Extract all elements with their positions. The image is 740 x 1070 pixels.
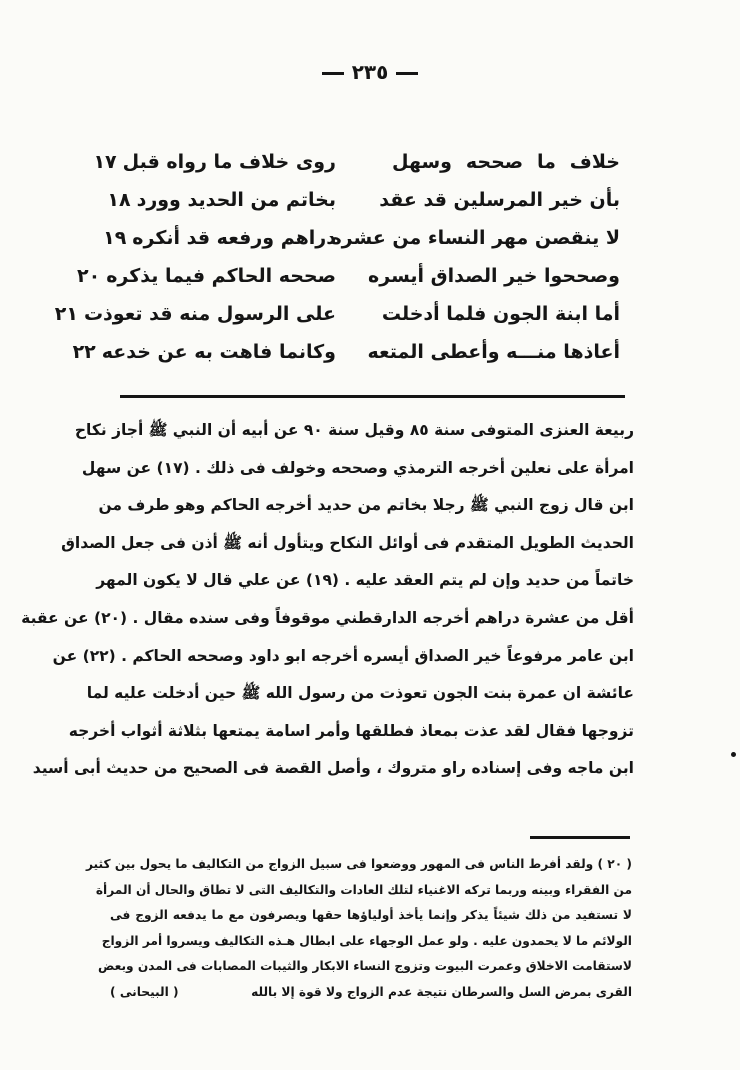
separator-rule (120, 395, 625, 398)
commentary-line: تزوجها فقال لقد عذت بمعاذ فطلقها وأمر اسامة يمتعها بثلاثة أثواب أخرجه (68, 721, 634, 740)
verse-number: ٢٢ (72, 341, 96, 363)
footnote-line: من الفقراء وبينه وربما تركه الاغنياء لتلك العادات والتكاليف التى لا تطاق والحال أن المرأة (95, 882, 632, 897)
commentary-line: أقل من عشرة دراهم أخرجه الدارقطني موقوفاً وفى سنده مقال . (٢٠) عن عقبة (21, 608, 634, 627)
verse-row (93, 143, 620, 181)
verse-second-hemistich-text: روى خلاف ما رواه قبل (122, 151, 336, 173)
verse-second-hemistich-text: دراهم ورفعه قد أنكره (132, 227, 336, 249)
footnote-last-text: القرى بمرض السل والسرطان نتيجة عدم الزواج ولا قوة إلا بالله (251, 984, 632, 999)
commentary-line: عائشة ان عمرة بنت الجون تعوذت من رسول الله ﷺ حين أدخلت عليه لما (86, 684, 634, 703)
page-number (0, 60, 740, 84)
verse-first-hemistich: وصححوا خير الصداق أيسره (368, 265, 620, 287)
verse-second-hemistich-text: بخاتم من الحديد وورد (136, 189, 336, 211)
footnote-last-line (110, 980, 632, 1006)
margin-mark (731, 752, 736, 757)
verse-row (54, 295, 620, 333)
commentary-line: الحديث الطويل المتقدم فى أوائل النكاح ويتأول أنه ﷺ أذن فى جعل الصداق (61, 533, 634, 552)
verse-second-hemistich (93, 151, 336, 173)
verse-number: ٢٠ (76, 265, 101, 287)
commentary-line: خاتماً من حديد وإن لم يتم العقد عليه . (١٩) عن علي قال لا يكون المهر (96, 571, 634, 590)
verse-first-hemistich: خلاف ما صححه وسهل (392, 151, 620, 173)
footnote-separator-rule (530, 836, 630, 839)
verse-second-hemistich (54, 303, 336, 325)
verse-second-hemistich (100, 189, 336, 211)
verse-row (100, 219, 620, 257)
verse-first-hemistich: لا ينقصن مهر النساء من عشره (330, 227, 620, 249)
footnote-line: الولائم ما لا يحمدون عليه . ولو عمل الوجهاء على ابطال هـذه التكاليف ويسروا أمر الزواج (101, 933, 632, 948)
footnote-signature: ( البيحانى ) (110, 984, 179, 999)
verse-second-hemistich-text: على الرسول منه قد تعوذت (83, 303, 336, 325)
verse-number: ١٧ (93, 151, 117, 173)
footnote-line: ( ٢٠ ) ولقد أفرط الناس فى المهور ووضعوا فى سبيل الزواج من التكاليف ما يحول بين كثير (85, 857, 632, 871)
verse-second-hemistich (100, 227, 336, 249)
commentary-line: ابن قال زوج النبي ﷺ رجلا بخاتم من حديد أخرجه الحاكم وهو طرف من (98, 496, 634, 515)
verse-second-hemistich-text: وكانما فاهت به عن خدعه (101, 341, 336, 363)
verse-second-hemistich-text: صححه الحاكم فيما يذكره (106, 265, 336, 287)
commentary-line: ابن عامر مرفوعاً خير الصداق أيسره أخرجه ابو داود وصححه الحاكم . (٢٢) عن (52, 646, 634, 665)
page-number-dash-right (396, 72, 418, 75)
commentary-text (21, 412, 634, 788)
verse-second-hemistich (76, 265, 336, 287)
page-number-dash-left (322, 72, 344, 75)
poem-verses (54, 143, 620, 371)
footnote-line: لا تستفيد من ذلك شيئاً يذكر وإنما يأخذ أولياؤها حقها ويصرفون مع ما يدفعه الزوج فى (110, 908, 632, 922)
verse-second-hemistich (72, 341, 336, 363)
commentary-line: ربيعة العنزى المتوفى سنة ٨٥ وقيل سنة ٩٠ عن أبيه أن النبي ﷺ أجاز نكاح (74, 421, 634, 439)
footnote-text (85, 852, 632, 1005)
verse-row (100, 181, 620, 219)
commentary-line: ابن ماجه وفى إسناده راو متروك ، وأصل القصة فى الصحيح من حديث أبى أسيد (32, 759, 634, 778)
footnote-line: لاستقامت الاخلاق وعمرت البيوت وتزوج النساء الابكار والثيبات المصابات فى المدن وبعض (97, 959, 632, 973)
verse-first-hemistich: أعاذها منـــه وأعطى المتعه (367, 341, 620, 363)
commentary-line: امرأة على نعلين أخرجه الترمذي وصححه وخولف فى ذلك . (١٧) عن سهل (81, 458, 634, 477)
verse-row (76, 257, 620, 295)
verse-number: ١٩ (103, 227, 127, 249)
verse-number: ١٨ (107, 189, 131, 211)
verse-first-hemistich: بأن خير المرسلين قد عقد (379, 189, 620, 211)
verse-first-hemistich: أما ابنة الجون فلما أدخلت (381, 303, 620, 325)
verse-number: ٢١ (54, 303, 78, 325)
page-number-value: ٢٣٥ (351, 60, 389, 84)
verse-row (72, 333, 620, 371)
